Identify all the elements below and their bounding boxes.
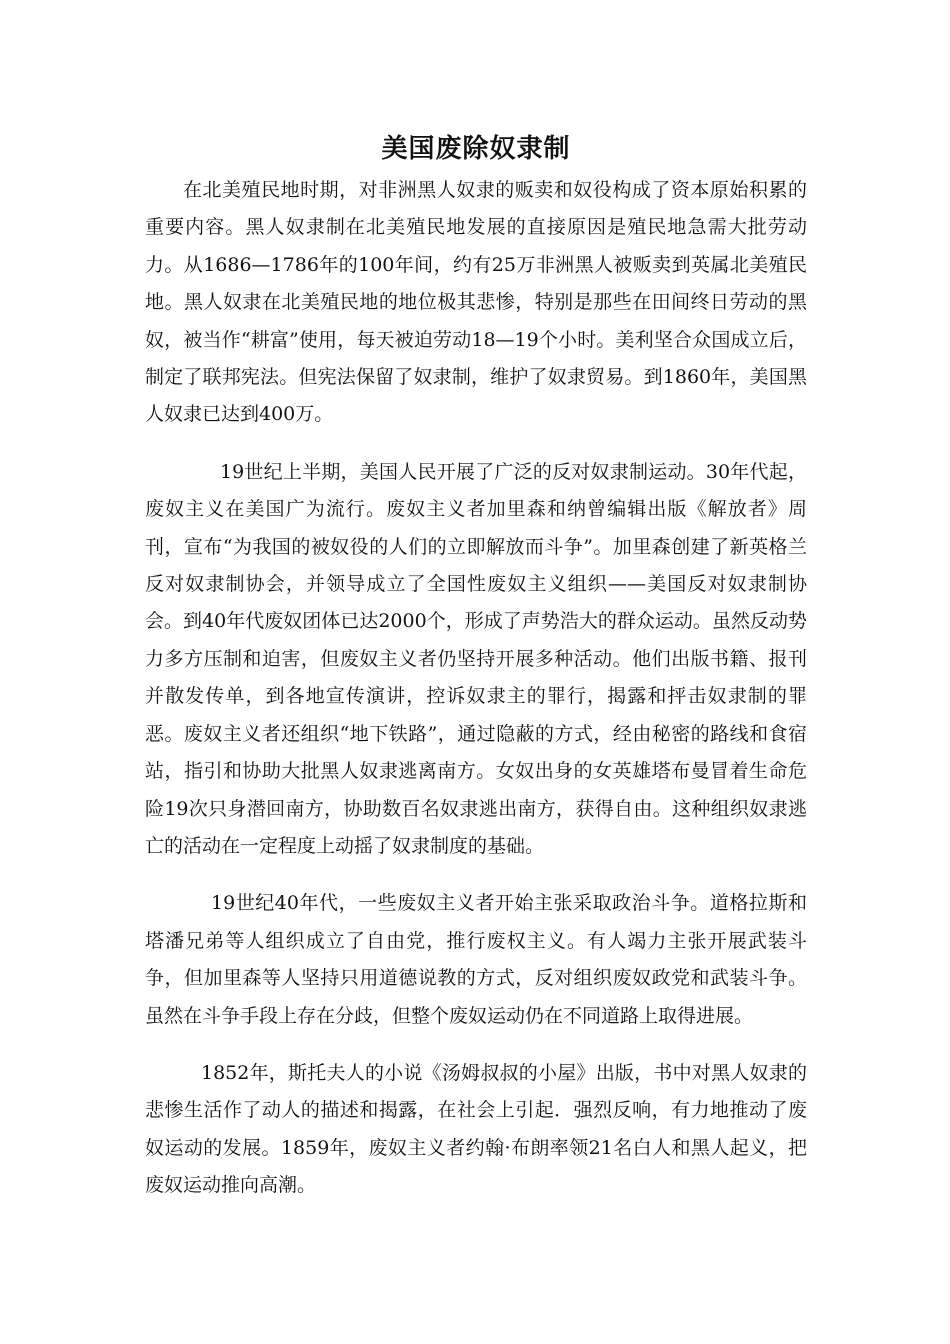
paragraph-political-struggle: 19世纪40年代，一些废奴主义者开始主张采取政治斗争。道格拉斯和塔潘兄弟等人组织成立了自由党，推行废权主义。有人竭力主张开展武装斗争，但加里森等人坚持只用道德说教的方式，反对组织废奴政党和武装斗争。虽然在斗争手段上存在分歧，但整个废奴运动仍在不同道路上取得进展。 [145,892,807,1027]
paragraph-uncle-toms-cabin: 1852年，斯托夫人的小说《汤姆叔叔的小屋》出版，书中对黑人奴隶的悲惨生活作了动人的描述和揭露，在社会上引起．强烈反响，有力地推动了废奴运动的发展。1859年，废奴主义者约翰·布朗率领21名白人和黑人起义，把废奴运动推向高潮。 [145,1061,807,1197]
document-page [145,126,807,1205]
paragraph-abolition-movement: 19世纪上半期，美国人民开展了广泛的反对奴隶制运动。30年代起，废奴主义在美国广为流行。废奴主义者加里森和纳曾编辑出版《解放者》周刊，宣布“为我国的被奴役的人们的立即解放而斗争”。加里森创建了新英格兰反对奴隶制协会，并领导成立了全国性废奴主义组织——美国反对奴隶制协会。到40年代废奴团体已达2000个，形成了声势浩大的群众运动。虽然反动势力多方压制和迫害，但废奴主义者仍坚持开展多种活动。他们出版书籍、报刊并散发传单，到各地宣传演讲，控诉奴隶主的罪行，揭露和抨击奴隶制的罪恶。废奴主义者还组织“地下铁路”，通过隐蔽的方式，经由秘密的路线和食宿站，指引和协助大批黑人奴隶逃离南方。女奴出身的女英雄塔布曼冒着生命危险19次只身潜回南方，协助数百名奴隶逃出南方，获得自由。这种组织奴隶逃亡的活动在一定程度上动摇了奴隶制度的基础。 [145,460,807,857]
document-title: 美国废除奴隶制 [381,134,571,164]
paragraph-colonial-slavery: 在北美殖民地时期，对非洲黑人奴隶的贩卖和奴役构成了资本原始积累的重要内容。黑人奴隶制在北美殖民地发展的直接原因是殖民地急需大批劳动力。从1686—1786年的100年间，约有25万非洲黑人被贩卖到英属北美殖民地。黑人奴隶在北美殖民地的地位极其悲惨，特别是那些在田间终日劳动的黑奴，被当作“耕富”使用，每天被迫劳动18—19个小时。美利坚合众国成立后，制定了联邦宪法。但宪法保留了奴隶制，维护了奴隶贸易。到1860年，美国黑人奴隶已达到400万。 [145,179,807,426]
